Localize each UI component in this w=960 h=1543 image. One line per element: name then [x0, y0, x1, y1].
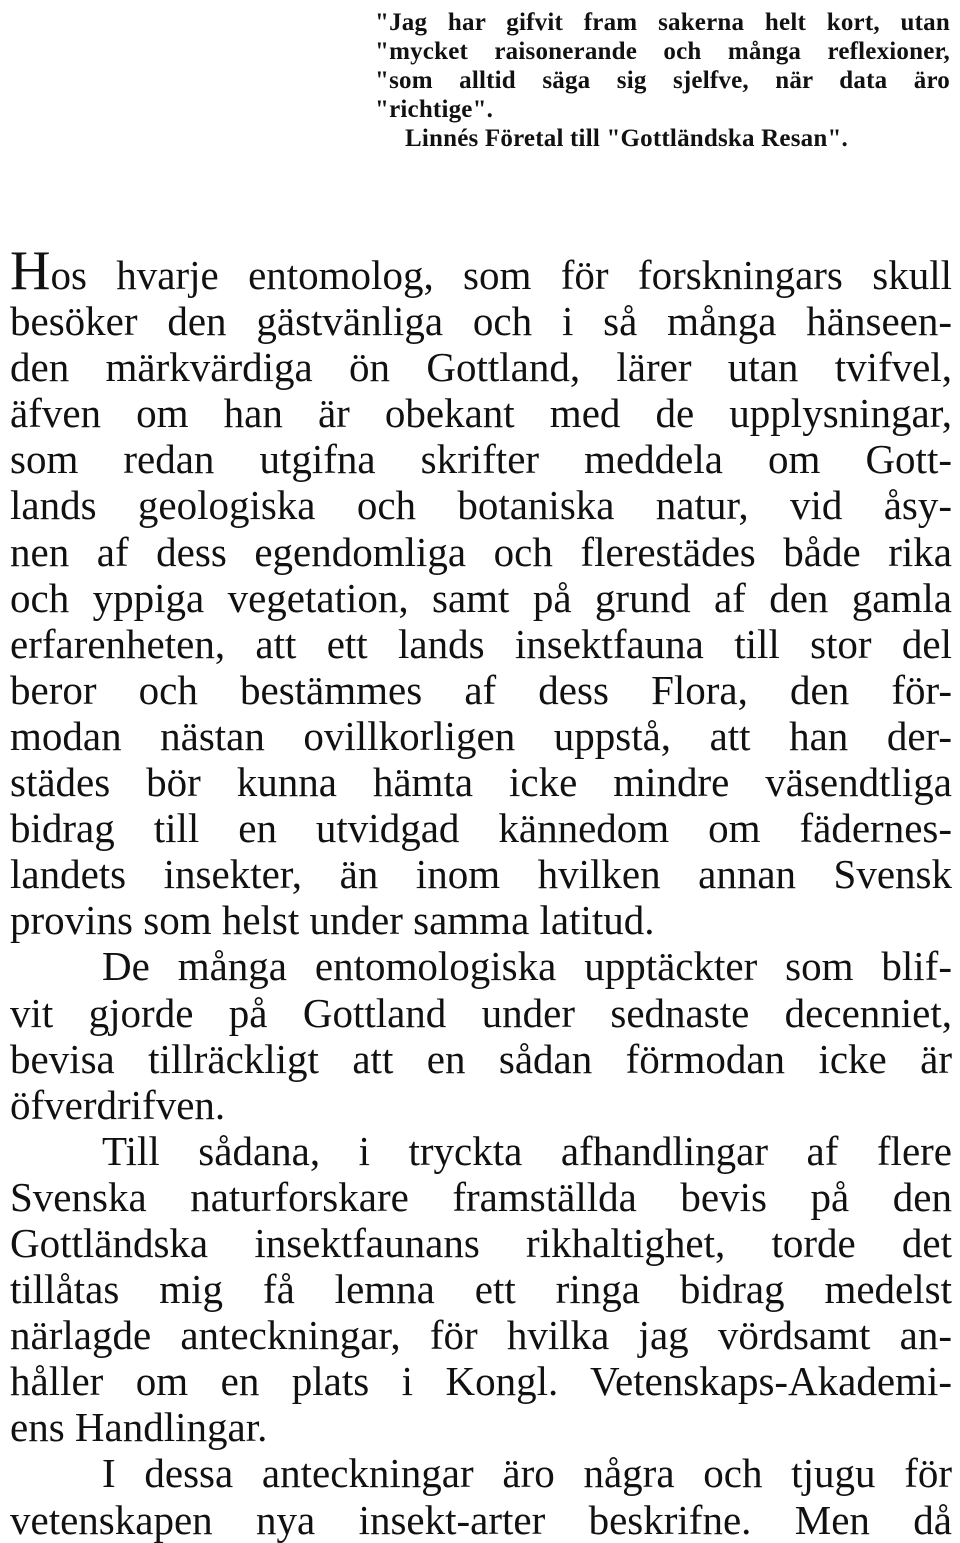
- body-line-first: [10, 248, 952, 298]
- body-line-8: och yppiga vegetation, samt på grund af den gamla: [10, 574, 952, 621]
- epigraph-line-2: "mycket raisonerande och många reflexioner,: [375, 38, 950, 65]
- body-line-26: ens Handlingar.: [10, 1404, 268, 1451]
- body-line-7: nen af dess egendomliga och flerestädes både rika: [10, 528, 952, 575]
- body-line-6: lands geologiska och botaniska natur, vid åsy-: [10, 482, 952, 529]
- body-line-21: Svenska naturforskare framställda bevis på den: [10, 1173, 952, 1220]
- body-line-14: landets insekter, än inom hvilken annan Svensk: [10, 851, 952, 898]
- body-line-25: håller om en plats i Kongl. Vetenskaps-Akademi-: [10, 1358, 952, 1405]
- body-line-13: bidrag till en utvidgad kännedom om fädernes-: [10, 805, 952, 852]
- epigraph-line-3: "som alltid säga sig sjelfve, när data äro: [375, 67, 950, 94]
- epigraph-attribution: Linnés Företal till "Gottländska Resan".: [405, 125, 848, 152]
- body-line-12: städes bör kunna hämta icke mindre väsendtliga: [10, 759, 952, 806]
- body-line-9: erfarenheten, att ett lands insektfauna till stor del: [10, 620, 952, 667]
- body-line-3: den märkvärdiga ön Gottland, lärer utan tvifvel,: [10, 344, 952, 391]
- body-line-5: som redan utgifna skrifter meddela om Gott-: [10, 436, 952, 483]
- body-line-18: bevisa tillräckligt att en sådan förmodan icke är: [10, 1035, 952, 1082]
- body-line-22: Gottländska insektfaunans rikhaltighet, torde det: [10, 1219, 952, 1266]
- body-line-2: besöker den gästvänliga och i så många hänseen-: [10, 298, 952, 345]
- body-line-10: beror och bestämmes af dess Flora, den för-: [10, 666, 952, 713]
- body-line-23: tillåtas mig få lemna ett ringa bidrag medelst: [10, 1266, 952, 1313]
- epigraph: [375, 8, 950, 153]
- body-line-19: öfverdrifven.: [10, 1081, 226, 1128]
- body-text: [10, 248, 952, 1543]
- body-line-16: De många entomologiska upptäckter som blif-: [102, 943, 952, 990]
- body-line-4: äfven om han är obekant med de upplysningar,: [10, 390, 952, 437]
- epigraph-line-1: "Jag har gifvit fram sakerna helt kort, utan: [375, 9, 950, 36]
- body-line-27: I dessa anteckningar äro några och tjugu för: [102, 1450, 952, 1497]
- body-line-24: närlagde anteckningar, för hvilka jag vördsamt an-: [10, 1312, 952, 1359]
- body-line-15: provins som helst under samma latitud.: [10, 897, 655, 944]
- body-line-11: modan nästan ovillkorligen uppstå, att han der-: [10, 712, 952, 759]
- epigraph-line-4: "richtige".: [375, 96, 494, 123]
- body-line-17: vit gjorde på Gottland under sednaste decenniet,: [10, 989, 952, 1036]
- first-line-text: os hvarje entomolog, som för forskningars skull: [50, 252, 952, 298]
- body-line-28: vetenskapen nya insekt-arter beskrifne. Men då: [10, 1496, 952, 1543]
- drop-cap: H: [10, 248, 51, 299]
- body-line-20: Till sådana, i tryckta afhandlingar af flere: [102, 1127, 952, 1174]
